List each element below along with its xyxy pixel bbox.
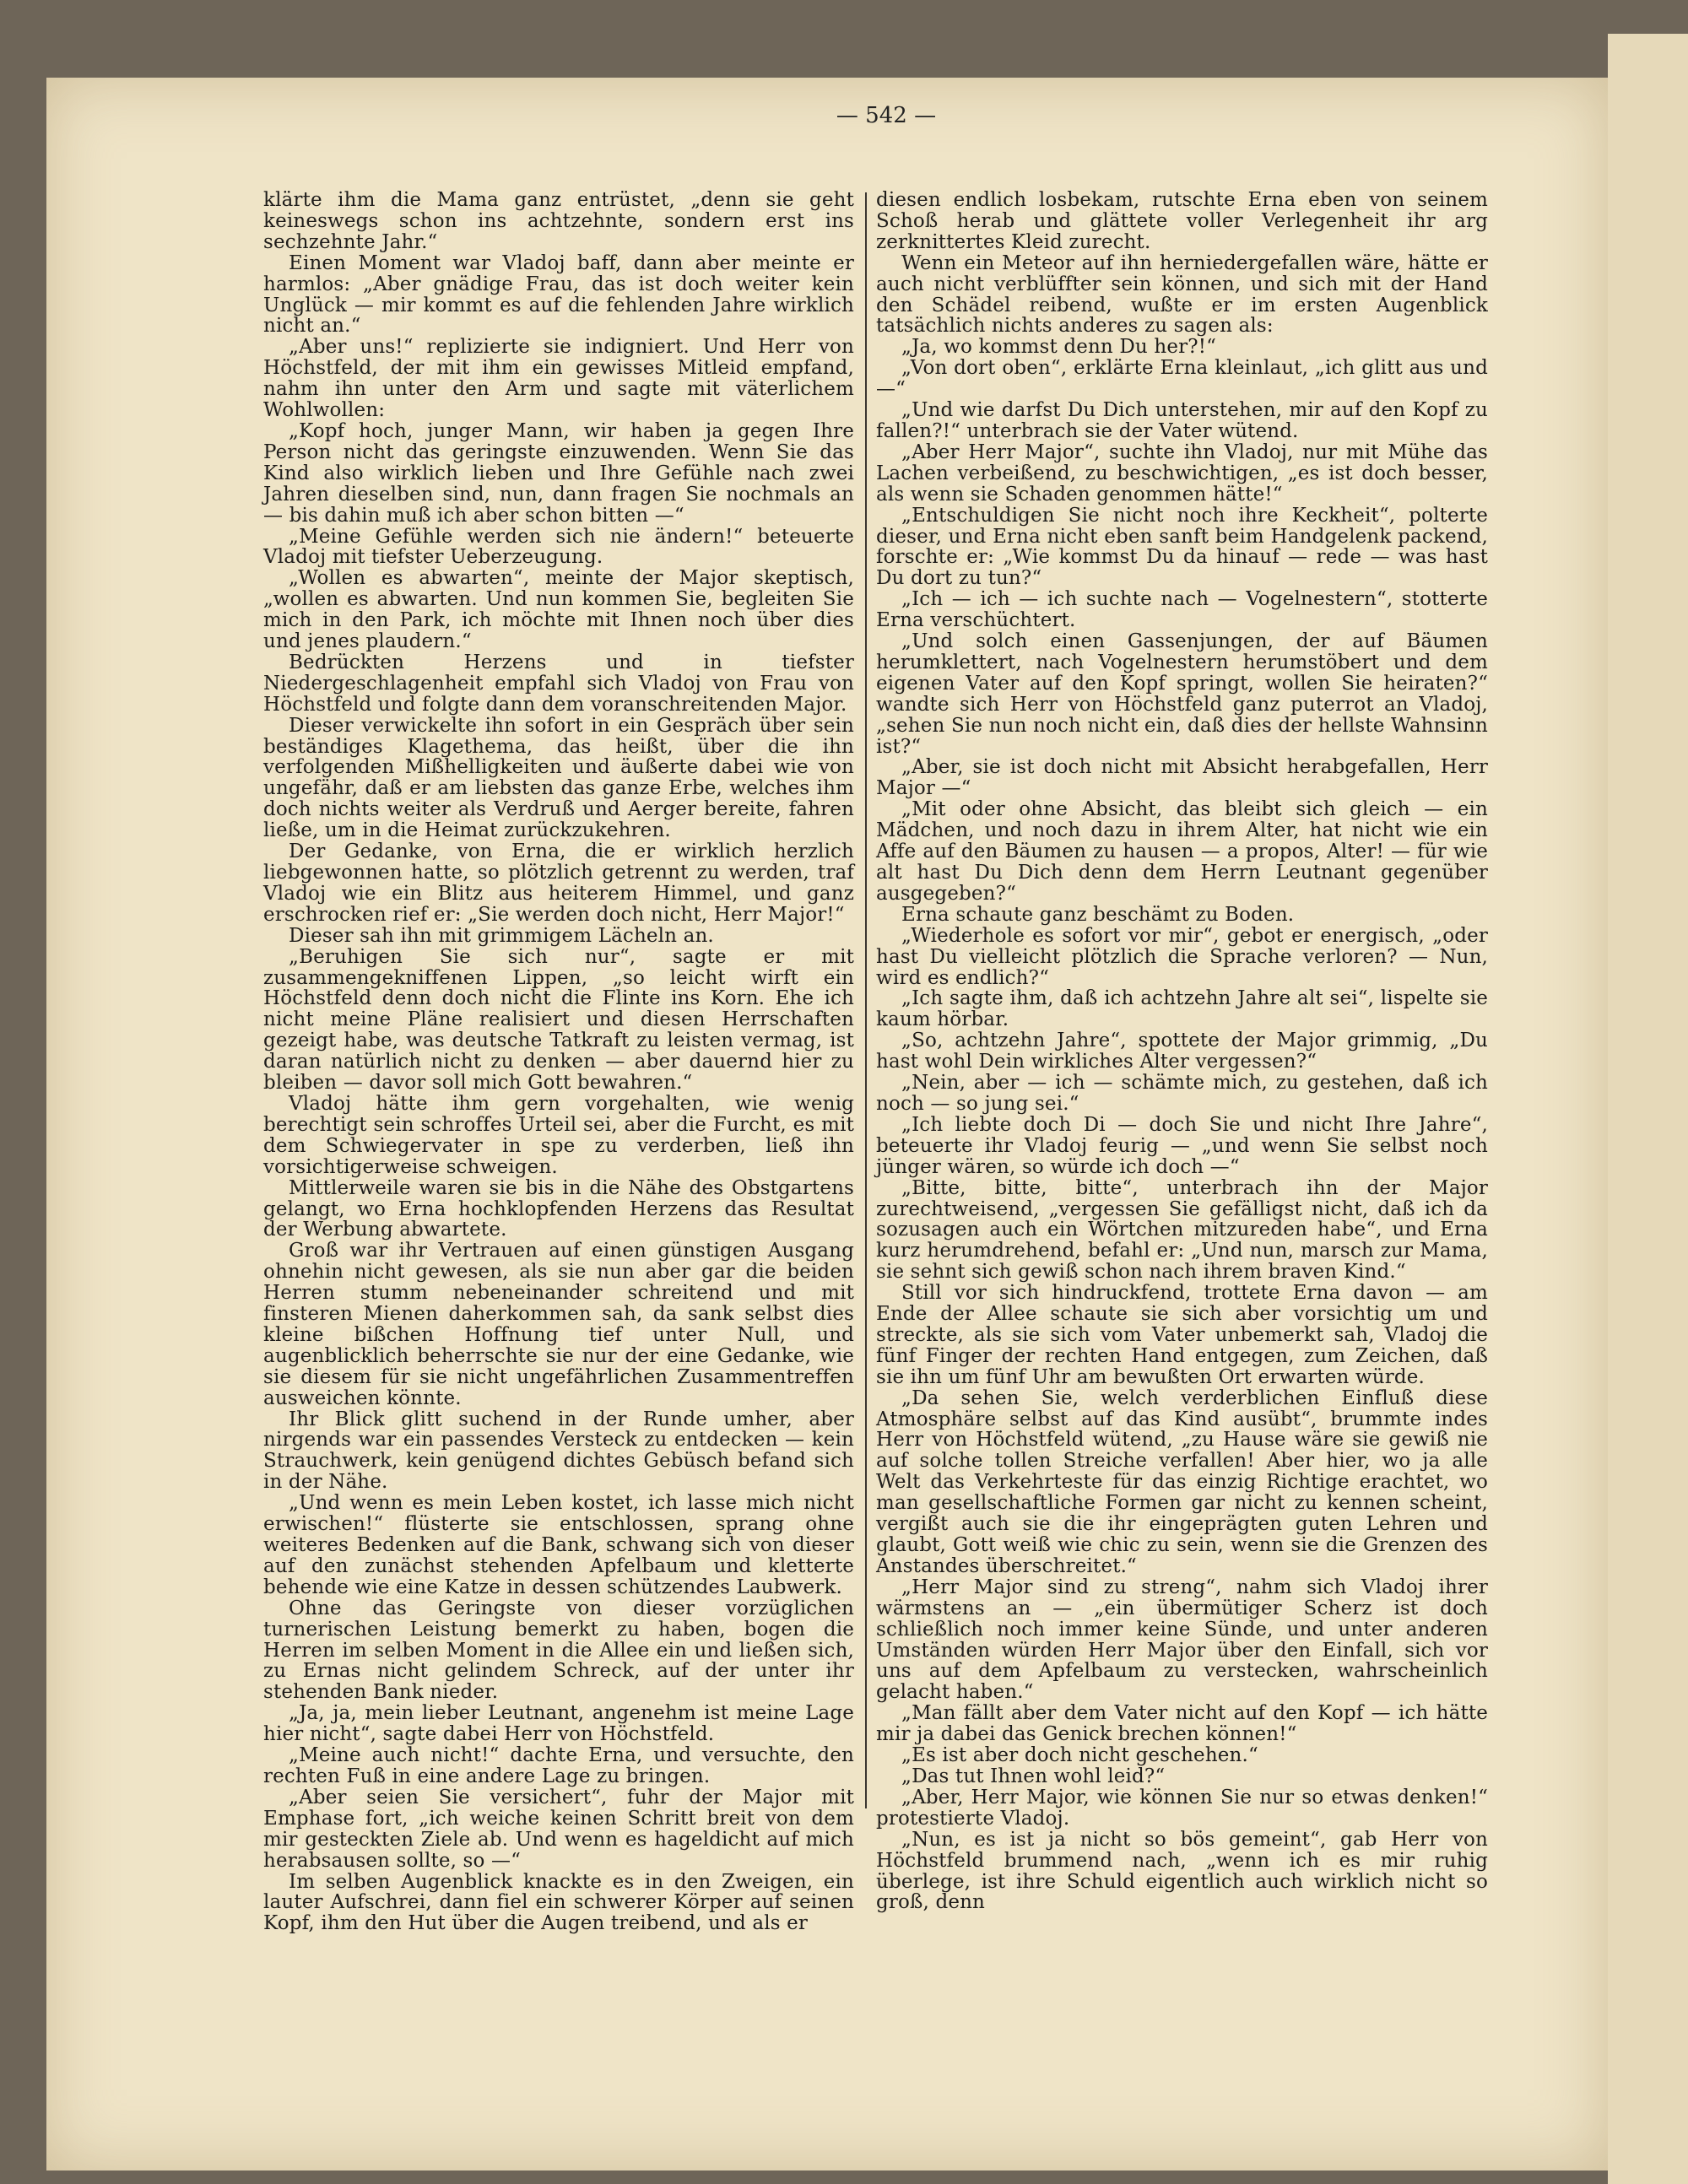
- paragraph: Ohne das Geringste von dieser vorzüglichen turnerischen Leistung bemerkt zu haben, bogen die Herren im selben Moment in die Allee ein und ließen sich, zu Ernas nicht gelindem Schreck, auf der unter ihr stehenden Bank nieder.: [263, 1597, 854, 1704]
- paragraph: Dieser sah ihn mit grimmigem Lächeln an.: [289, 924, 714, 947]
- paragraph: „Aber, sie ist doch nicht mit Absicht herabgefallen, Herr Major —“: [876, 756, 1488, 800]
- right-column: [876, 190, 1488, 1913]
- paragraph: „Ja, ja, mein lieber Leutnant, angenehm ist meine Lage hier nicht“, sagte dabei Herr von Höchstfeld.: [263, 1702, 854, 1746]
- paragraph: „Entschuldigen Sie nicht noch ihre Keckheit“, polterte dieser, und Erna nicht eben sanft beim Handgelenk packend, forschte er: „Wie kommst Du da hinauf — rede — was hast Du dort zu tun?“: [876, 504, 1488, 590]
- column-divider: [865, 192, 867, 1808]
- paragraph: „Meine Gefühle werden sich nie ändern!“ beteuerte Vladoj mit tiefster Ueberzeugung.: [263, 525, 854, 569]
- paragraph: „Wiederhole es sofort vor mir“, gebot er energisch, „oder hast Du vielleicht plötzlich die Sprache verloren? — Nun, wird es endlich?“: [876, 924, 1488, 989]
- paragraph: Bedrückten Herzens und in tiefster Niedergeschlagenheit empfahl sich Vladoj von Frau von Höchstfeld und folgte dann dem voranschreitenden Major.: [263, 651, 854, 716]
- paragraph: „So, achtzehn Jahre“, spottete der Major grimmig, „Du hast wohl Dein wirkliches Alter vergessen?“: [876, 1030, 1488, 1073]
- paragraph: „Meine auch nicht!“ dachte Erna, und versuchte, den rechten Fuß in eine andere Lage zu bringen.: [263, 1744, 854, 1787]
- paragraph: klärte ihm die Mama ganz entrüstet, „denn sie geht keineswegs schon ins achtzehnte, sondern erst ins sechzehnte Jahr.“: [263, 189, 854, 253]
- paragraph: „Mit oder ohne Absicht, das bleibt sich gleich — ein Mädchen, und noch dazu in ihrem Alter, hat nicht wie ein Affe auf den Bäumen zu hausen — a propos, Alter! — für wie alt hast Du Dich denn dem Herrn Leutnant gegenüber ausgegeben?“: [876, 798, 1488, 905]
- paragraph: „Herr Major sind zu streng“, nahm sich Vladoj ihrer wärmstens an — „ein übermütiger Scherz ist doch schließlich noch immer keine Sünde, und unter anderen Umständen würden Herr Major über den Einfall, sich vor uns auf dem Apfelbaum zu verstecken, wahrscheinlich gelacht haben.“: [876, 1576, 1488, 1704]
- paragraph: „Von dort oben“, erklärte Erna kleinlaut, „ich glitt aus und —“: [876, 357, 1488, 401]
- paragraph: „Beruhigen Sie sich nur“, sagte er mit zusammengekniffenen Lippen, „so leicht wirft ein Höchstfeld denn doch nicht die Flinte ins Korn. Ehe ich nicht meine Pläne realisiert und diesen Herrschaften gezeigt habe, was deutsche Tatkraft zu leisten vermag, ist daran natürlich nicht zu denken — aber dauernd hier zu bleiben — davor soll mich Gott bewahren.“: [263, 945, 854, 1095]
- paragraph: „Ich liebte doch Di — doch Sie und nicht Ihre Jahre“, beteuerte ihr Vladoj feurig — „und wenn Sie selbst noch jünger wären, so würde ich doch —“: [876, 1113, 1488, 1178]
- paragraph: „Bitte, bitte, bitte“, unterbrach ihn der Major zurechtweisend, „vergessen Sie gefälligst nicht, daß ich da sozusagen auch ein Wörtchen mitzureden habe“, und Erna kurz herumdrehend, befahl er: „Und nun, marsch zur Mama, sie sehnt sich gewiß schon nach ihrem braven Kind.“: [876, 1176, 1488, 1284]
- paragraph: „Aber seien Sie versichert“, fuhr der Major mit Emphase fort, „ich weiche keinen Schritt breit von dem mir gesteckten Ziele ab. Und wenn es hageldicht auf mich herabsausen sollte, so —“: [263, 1786, 854, 1872]
- paragraph: „Und wie darfst Du Dich unterstehen, mir auf den Kopf zu fallen?!“ unterbrach sie der Vater wütend.: [876, 399, 1488, 442]
- paragraph: „Aber, Herr Major, wie können Sie nur so etwas denken!“ protestierte Vladoj.: [876, 1786, 1488, 1830]
- paragraph: „Nein, aber — ich — schämte mich, zu gestehen, daß ich noch — so jung sei.“: [876, 1072, 1488, 1115]
- paragraph: diesen endlich losbekam, rutschte Erna eben von seinem Schoß herab und glättete voller Verlegenheit ihr arg zerknittertes Kleid zurecht.: [876, 189, 1488, 253]
- paragraph: „Aber uns!“ replizierte sie indigniert. Und Herr von Höchstfeld, der mit ihm ein gewisses Mitleid empfand, nahm ihn unter den Arm und sagte mit väterlichem Wohlwollen:: [263, 336, 854, 422]
- paragraph: „Ich sagte ihm, daß ich achtzehn Jahre alt sei“, lispelte sie kaum hörbar.: [876, 987, 1488, 1031]
- page-number: — 542 —: [836, 103, 937, 128]
- paragraph: „Das tut Ihnen wohl leid?“: [901, 1765, 1166, 1787]
- adjacent-page-edge: [1608, 34, 1688, 2184]
- paragraph: Wenn ein Meteor auf ihn herniedergefallen wäre, hätte er auch nicht verblüffter sein können, und sich mit der Hand den Schädel reibend, wußte er im ersten Augenblick tatsächlich nichts anderes zu sagen als:: [876, 251, 1488, 338]
- paragraph: Ihr Blick glitt suchend in der Runde umher, aber nirgends war ein passendes Versteck zu entdecken — kein Strauchwerk, kein genügend dichtes Gebüsch befand sich in der Nähe.: [263, 1408, 854, 1494]
- paragraph: „Nun, es ist ja nicht so bös gemeint“, gab Herr von Höchstfeld brummend nach, „wenn ich es mir ruhig überlege, ist ihre Schuld eigentlich auch wirklich nicht so groß, denn: [876, 1828, 1488, 1914]
- paragraph: „Kopf hoch, junger Mann, wir haben ja gegen Ihre Person nicht das geringste einzuwenden. Wenn Sie das Kind also wirklich lieben und Ihre Gefühle nach zwei Jahren dieselben sind, nun, dann fragen Sie nochmals an — bis dahin muß ich aber schon bitten —“: [263, 419, 854, 527]
- paragraph: „Ja, wo kommst denn Du her?!“: [901, 336, 1217, 359]
- paragraph: „Aber Herr Major“, suchte ihn Vladoj, nur mit Mühe das Lachen verbeißend, zu beschwichtigen, „es ist doch besser, als wenn sie Schaden genommen hätte!“: [876, 441, 1488, 505]
- paragraph: „Man fällt aber dem Vater nicht auf den Kopf — ich hätte mir ja dabei das Genick brechen können!“: [876, 1702, 1488, 1746]
- paragraph: „Es ist aber doch nicht geschehen.“: [901, 1744, 1258, 1767]
- paragraph: „Da sehen Sie, welch verderblichen Einfluß diese Atmosphäre selbst auf das Kind ausübt“, brummte indes Herr von Höchstfeld wütend, „zu Hause wäre sie gewiß nie auf solche tollen Streiche verfallen! Aber hier, wo ja alle Welt das Verkehrteste für das einzig Richtige erachtet, wo man gesellschaftliche Formen gar nicht zu kennen scheint, vergißt auch sie die ihr eingeprägten guten Lehren und glaubt, Gott weiß wie chic zu sein, wenn sie die Grenzen des Anstandes überschreitet.“: [876, 1387, 1488, 1577]
- paragraph: Der Gedanke, von Erna, die er wirklich herzlich liebgewonnen hatte, so plötzlich getrennt zu werden, traf Vladoj wie ein Blitz aus heiterem Himmel, und ganz erschrocken rief er: „Sie werden doch nicht, Herr Major!“: [263, 841, 854, 926]
- paragraph: Still vor sich hindruckfend, trottete Erna davon — am Ende der Allee schaute sie sich aber vorsichtig um und streckte, als sie sich vom Vater unbemerkt sah, Vladoj die fünf Finger der rechten Hand entgegen, zum Zeichen, daß sie ihn um fünf Uhr am bewußten Ort erwarten würde.: [876, 1282, 1488, 1388]
- paragraph: „Und wenn es mein Leben kostet, ich lasse mich nicht erwischen!“ flüsterte sie entschlossen, sprang ohne weiteres Bedenken auf die Bank, schwang sich von dieser auf den zunächst stehenden Apfelbaum und kletterte behende wie eine Katze in dessen schützendes Laubwerk.: [263, 1492, 854, 1598]
- paragraph: Mittlerweile waren sie bis in die Nähe des Obstgartens gelangt, wo Erna hochklopfenden Herzens das Resultat der Werbung abwartete.: [263, 1176, 854, 1241]
- paragraph: Groß war ihr Vertrauen auf einen günstigen Ausgang ohnehin nicht gewesen, als sie nun aber gar die beiden Herren stumm nebeneinander schreitend und mit finsteren Mienen daherkommen sah, da sank selbst dies kleine bißchen Hoffnung tief unter Null, und augenblicklich beherrschte sie nur der eine Gedanke, wie sie diesem für sie nicht ungefährlichen Zusammentreffen ausweichen könnte.: [263, 1240, 854, 1409]
- paragraph: Einen Moment war Vladoj baff, dann aber meinte er harmlos: „Aber gnädige Frau, das ist doch weiter kein Unglück — mir kommt es auf die fehlenden Jahre wirklich nicht an.“: [263, 251, 854, 338]
- left-column: [263, 190, 854, 1934]
- paragraph: Dieser verwickelte ihn sofort in ein Gespräch über sein beständiges Klagethema, das heißt, über die ihn verfolgenden Mißhelligkeiten und äußerte dabei wie von ungefähr, daß er am liebsten das ganze Erbe, welches ihm doch nichts weiter als Verdruß und Aerger bereite, fahren ließe, um in die Heimat zurückzukehren.: [263, 714, 854, 842]
- paragraph: Erna schaute ganz beschämt zu Boden.: [901, 903, 1295, 926]
- paragraph: „Ich — ich — ich suchte nach — Vogelnestern“, stotterte Erna verschüchtert.: [876, 588, 1488, 632]
- paragraph: „Und solch einen Gassenjungen, der auf Bäumen herumklettert, nach Vogelnestern herumstöbert und dem eigenen Vater auf den Kopf springt, wollen Sie heiraten?“ wandte sich Herr von Höchstfeld ganz puterrot an Vladoj, „sehen Sie nun noch nicht ein, daß dies der hellste Wahnsinn ist?“: [876, 630, 1488, 758]
- paragraph: „Wollen es abwarten“, meinte der Major skeptisch, „wollen es abwarten. Und nun kommen Sie, begleiten Sie mich in den Park, ich möchte mit Ihnen noch über dies und jenes plaudern.“: [263, 567, 854, 653]
- paragraph: Vladoj hätte ihm gern vorgehalten, wie wenig berechtigt sein schroffes Urteil sei, aber die Furcht, es mit dem Schwiegervater in spe zu verderben, ließ ihn vorsichtigerweise schweigen.: [263, 1092, 854, 1178]
- paragraph: Im selben Augenblick knackte es in den Zweigen, ein lauter Aufschrei, dann fiel ein schwerer Körper auf seinen Kopf, ihm den Hut über die Augen treibend, und als er: [263, 1870, 854, 1935]
